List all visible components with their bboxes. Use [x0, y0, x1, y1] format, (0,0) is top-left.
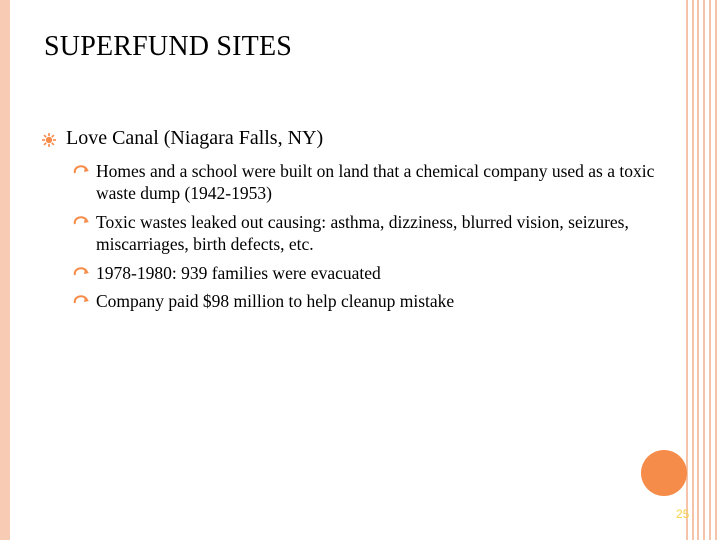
sub-bullet-text: 1978-1980: 939 families were evacuated [96, 263, 381, 283]
circle-arrow-bullet-icon [73, 294, 91, 308]
main-bullet-text: Love Canal (Niagara Falls, NY) [66, 127, 324, 149]
decorative-orange-circle [641, 450, 687, 496]
sub-bullet-3 [96, 262, 656, 284]
circle-arrow-bullet-icon [73, 266, 91, 280]
sub-bullet-text: Company paid $98 million to help cleanup mistake [96, 291, 455, 311]
slide-title: SUPERFUND SITES [44, 31, 293, 62]
circle-arrow-bullet-icon [73, 215, 91, 229]
sub-bullet-2 [96, 211, 656, 255]
page-number: 25 [676, 507, 690, 521]
sub-bullet-text: Toxic wastes leaked out causing: asthma, dizziness, blurred vision, seizures, miscarriages, birth defects, etc. [96, 212, 629, 254]
circle-arrow-bullet-icon [73, 164, 91, 178]
sub-bullet-1 [96, 160, 656, 204]
sun-bullet-icon [42, 133, 56, 147]
left-border [0, 0, 10, 540]
sub-bullet-4 [96, 290, 656, 312]
sub-bullet-text: Homes and a school were built on land that a chemical company used as a toxic waste dump (1942-1953) [96, 161, 655, 203]
right-frame-lines [682, 0, 720, 540]
